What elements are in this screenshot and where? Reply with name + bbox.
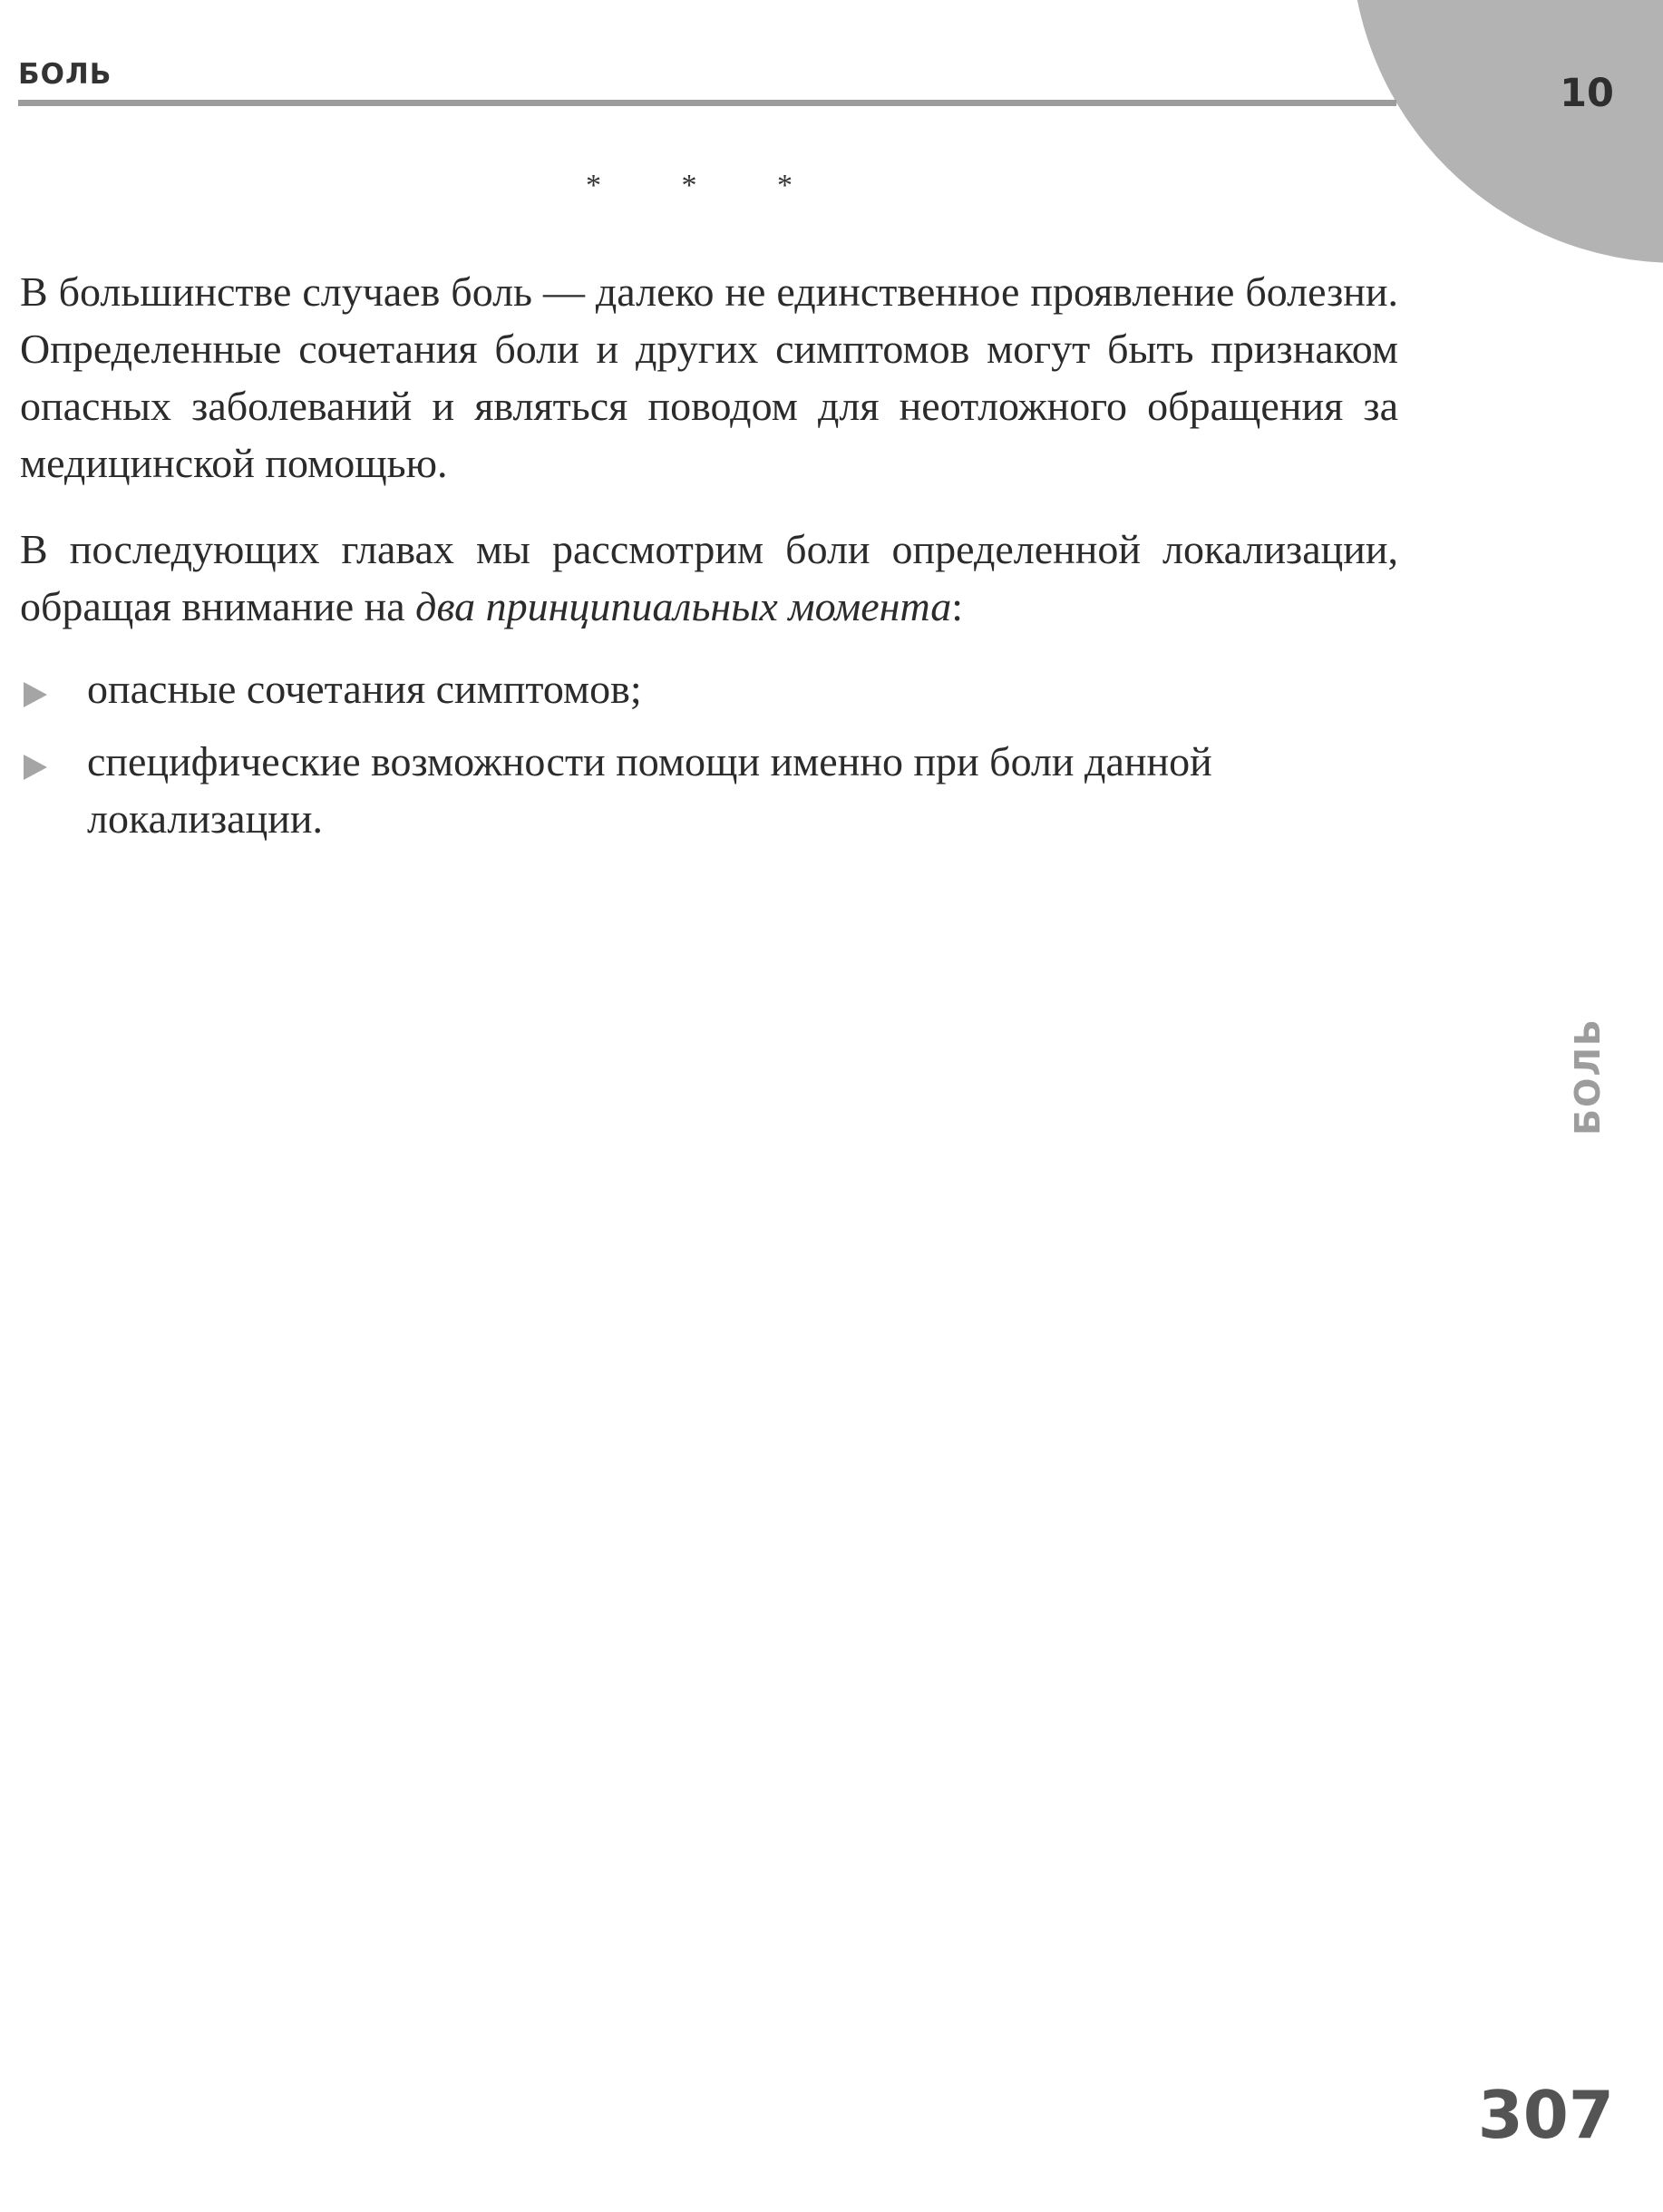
page-number: 307 bbox=[1477, 2077, 1614, 2153]
paragraph-2-lead: В последующих главах мы рассмотрим боли определенной локализации, обращая внимание на bbox=[20, 526, 1398, 629]
list-item bbox=[20, 733, 1398, 847]
list-item-text: специфические возможности помощи именно при боли данной локализации. bbox=[87, 738, 1212, 842]
side-tab bbox=[1529, 1018, 1647, 1135]
chapter-number: 10 bbox=[1560, 71, 1614, 116]
section-separator: * * * bbox=[586, 169, 829, 202]
body-paragraph-1: В большинстве случаев боль — далеко не единственное проявление болезни. Определенные сочетания боли и других симптомов могут быть признаком опасных заболеваний и являться поводом для неотложного обращения за медицинской помощью. bbox=[20, 268, 1398, 486]
bullet-list bbox=[20, 660, 1398, 862]
triangle-right-icon bbox=[24, 755, 47, 780]
header-rule bbox=[18, 100, 1396, 106]
running-head: БОЛЬ bbox=[18, 58, 112, 91]
chapter-corner-disc bbox=[1351, 0, 1663, 263]
side-tab-label: БОЛЬ bbox=[1567, 1018, 1608, 1135]
body-paragraph-2 bbox=[20, 521, 1398, 635]
paragraph-2-tail: : bbox=[951, 583, 964, 629]
triangle-right-icon bbox=[24, 682, 47, 707]
list-item bbox=[20, 660, 1398, 717]
paragraph-2-emphasis: два принципиальных момента bbox=[415, 583, 952, 629]
list-item-text: опасные сочетания симптомов; bbox=[87, 666, 642, 712]
